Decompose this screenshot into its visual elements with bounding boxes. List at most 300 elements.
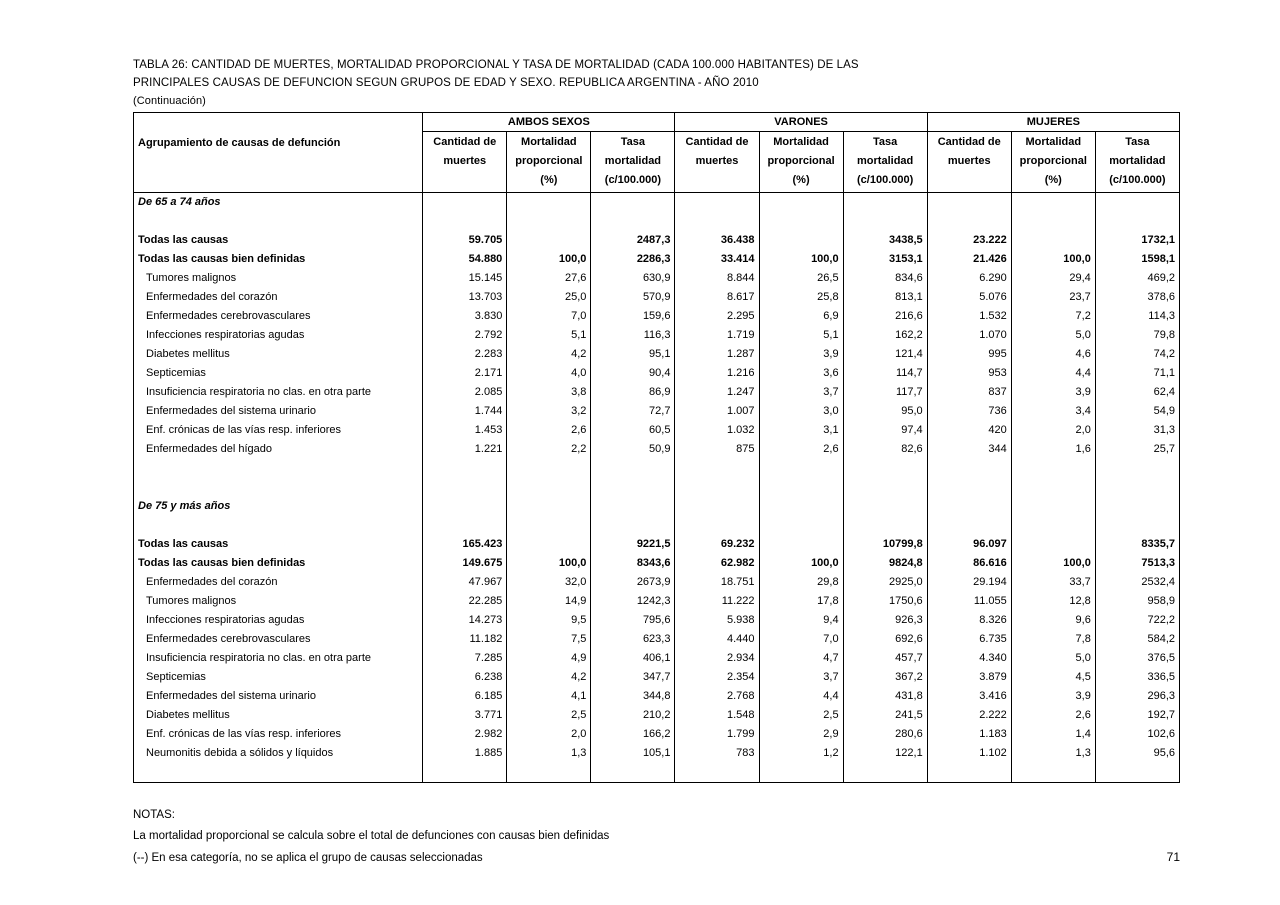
cell-value: 8.326: [927, 611, 1011, 630]
cell-value: 1,6: [1011, 440, 1095, 459]
cell-value: 82,6: [843, 440, 927, 459]
row-label: Insuficiencia respiratoria no clas. en otra parte: [134, 383, 423, 402]
cell-value: 1732,1: [1095, 231, 1179, 250]
cell-value: [927, 763, 1011, 783]
table-title-continuation: (Continuación): [133, 95, 206, 107]
cell-value: 2.934: [675, 649, 759, 668]
column-header-mortalidad-proporcional: Mortalidad proporcional (%): [1011, 132, 1095, 193]
cell-value: 100,0: [1011, 554, 1095, 573]
cell-value: 2.982: [423, 725, 507, 744]
cell-value: 3,4: [1011, 402, 1095, 421]
cell-value: 15.145: [423, 269, 507, 288]
column-header-tasa-mortalidad: Tasa mortalidad (c/100.000): [843, 132, 927, 193]
cell-value: [1095, 212, 1179, 231]
notes-section: [133, 805, 1180, 869]
cell-value: 623,3: [591, 630, 675, 649]
notes-heading: NOTAS:: [133, 809, 175, 821]
row-label: Diabetes mellitus: [134, 345, 423, 364]
cell-value: 192,7: [1095, 706, 1179, 725]
cell-value: 8.844: [675, 269, 759, 288]
cell-value: 3.830: [423, 307, 507, 326]
cell-value: [423, 459, 507, 478]
table-row: [134, 440, 1180, 459]
cell-value: [759, 193, 843, 213]
column-header-mortalidad-proporcional: Mortalidad proporcional (%): [759, 132, 843, 193]
cell-value: [675, 212, 759, 231]
cell-value: 1.885: [423, 744, 507, 763]
cell-value: 2,0: [1011, 421, 1095, 440]
row-label: Neumonitis debida a sólidos y líquidos: [134, 744, 423, 763]
cell-value: 105,1: [591, 744, 675, 763]
cell-value: 1,2: [759, 744, 843, 763]
cell-value: 1242,3: [591, 592, 675, 611]
table-row: [134, 687, 1180, 706]
cell-value: [591, 212, 675, 231]
table-row: [134, 402, 1180, 421]
group-header-varones: VARONES: [675, 113, 927, 132]
table-row: [134, 725, 1180, 744]
cell-value: 114,3: [1095, 307, 1179, 326]
cell-value: 336,5: [1095, 668, 1179, 687]
cell-value: 2.085: [423, 383, 507, 402]
cell-value: 4,9: [507, 649, 591, 668]
cell-value: 344: [927, 440, 1011, 459]
cell-value: 1.719: [675, 326, 759, 345]
cell-value: [507, 763, 591, 783]
cell-value: 18.751: [675, 573, 759, 592]
cell-value: 74,2: [1095, 345, 1179, 364]
cell-value: 26,5: [759, 269, 843, 288]
cell-value: 1.453: [423, 421, 507, 440]
table-row: [134, 307, 1180, 326]
cell-value: 457,7: [843, 649, 927, 668]
cell-value: [1095, 459, 1179, 478]
cell-value: [759, 459, 843, 478]
table-row: [134, 744, 1180, 763]
cell-value: 47.967: [423, 573, 507, 592]
cell-value: 1598,1: [1095, 250, 1179, 269]
cell-value: 121,4: [843, 345, 927, 364]
cell-value: 3,7: [759, 668, 843, 687]
cell-value: [591, 193, 675, 213]
row-label: [134, 516, 423, 535]
cell-value: 3153,1: [843, 250, 927, 269]
cell-value: 114,7: [843, 364, 927, 383]
cell-value: 60,5: [591, 421, 675, 440]
cell-value: [759, 516, 843, 535]
cell-value: 1,3: [1011, 744, 1095, 763]
cell-value: 2,6: [1011, 706, 1095, 725]
mortality-table: [133, 112, 1180, 783]
cell-value: 7,5: [507, 630, 591, 649]
cell-value: 95,1: [591, 345, 675, 364]
spacer-row: [134, 516, 1180, 535]
cell-value: 1.070: [927, 326, 1011, 345]
cell-value: [591, 459, 675, 478]
cell-value: 102,6: [1095, 725, 1179, 744]
section-label-row: [134, 497, 1180, 516]
cell-value: [1011, 459, 1095, 478]
cell-value: 2.171: [423, 364, 507, 383]
cell-value: [927, 478, 1011, 497]
cell-value: [759, 535, 843, 554]
table-row: [134, 630, 1180, 649]
cell-value: 5,0: [1011, 649, 1095, 668]
row-label: De 75 y más años: [134, 497, 423, 516]
row-label: [134, 459, 423, 478]
cell-value: 6.290: [927, 269, 1011, 288]
page-content: [133, 56, 1180, 869]
cell-value: [591, 516, 675, 535]
cell-value: 17,8: [759, 592, 843, 611]
cell-value: [423, 212, 507, 231]
cell-value: [675, 763, 759, 783]
cell-value: 4,4: [759, 687, 843, 706]
column-header-tasa-mortalidad: Tasa mortalidad (c/100.000): [1095, 132, 1179, 193]
cell-value: [591, 497, 675, 516]
cell-value: 3,9: [1011, 687, 1095, 706]
cell-value: 280,6: [843, 725, 927, 744]
cell-value: [759, 497, 843, 516]
cell-value: 33.414: [675, 250, 759, 269]
cell-value: 1750,6: [843, 592, 927, 611]
row-label: Todas las causas: [134, 231, 423, 250]
spacer-row: [134, 478, 1180, 497]
cell-value: 9824,8: [843, 554, 927, 573]
cell-value: 7,8: [1011, 630, 1095, 649]
cell-value: 216,6: [843, 307, 927, 326]
table-row: [134, 649, 1180, 668]
cell-value: 1.032: [675, 421, 759, 440]
cell-value: 4,2: [507, 668, 591, 687]
cell-value: 27,6: [507, 269, 591, 288]
cell-value: 122,1: [843, 744, 927, 763]
cell-value: [1095, 497, 1179, 516]
cell-value: 9,6: [1011, 611, 1095, 630]
cell-value: 86,9: [591, 383, 675, 402]
cell-value: 31,3: [1095, 421, 1179, 440]
cell-value: 469,2: [1095, 269, 1179, 288]
cell-value: [507, 231, 591, 250]
cell-value: 6.238: [423, 668, 507, 687]
cell-value: 79,8: [1095, 326, 1179, 345]
cell-value: [759, 478, 843, 497]
cell-value: 2,6: [507, 421, 591, 440]
cell-value: [1011, 231, 1095, 250]
cell-value: [927, 516, 1011, 535]
cell-value: 1,3: [507, 744, 591, 763]
cell-value: [591, 763, 675, 783]
row-label: [134, 478, 423, 497]
cell-value: 736: [927, 402, 1011, 421]
spacer-row: [134, 459, 1180, 478]
cell-value: 23,7: [1011, 288, 1095, 307]
row-label: Septicemias: [134, 668, 423, 687]
cell-value: 875: [675, 440, 759, 459]
cell-value: [927, 193, 1011, 213]
cell-value: 95,0: [843, 402, 927, 421]
cell-value: 692,6: [843, 630, 927, 649]
cell-value: 3.416: [927, 687, 1011, 706]
cell-value: [843, 459, 927, 478]
cell-value: 5,1: [507, 326, 591, 345]
cell-value: 2.295: [675, 307, 759, 326]
cell-value: 2.792: [423, 326, 507, 345]
row-label: Enfermedades cerebrovasculares: [134, 630, 423, 649]
cell-value: 5.938: [675, 611, 759, 630]
table-title-line2: PRINCIPALES CAUSAS DE DEFUNCION SEGUN GRUPOS DE EDAD Y SEXO. REPUBLICA ARGENTINA - AÑO 2010: [133, 77, 759, 89]
cell-value: 4.340: [927, 649, 1011, 668]
notes-line1: La mortalidad proporcional se calcula sobre el total de defunciones con causas bien definidas: [133, 830, 610, 842]
cell-value: 2673,9: [591, 573, 675, 592]
cell-value: 4.440: [675, 630, 759, 649]
cell-value: 2.354: [675, 668, 759, 687]
cell-value: 2,5: [759, 706, 843, 725]
cell-value: 795,6: [591, 611, 675, 630]
cell-value: 54.880: [423, 250, 507, 269]
cell-value: 29.194: [927, 573, 1011, 592]
cell-value: 570,9: [591, 288, 675, 307]
table-row: [134, 706, 1180, 725]
table-row: [134, 383, 1180, 402]
row-label: Todas las causas bien definidas: [134, 250, 423, 269]
row-label: Diabetes mellitus: [134, 706, 423, 725]
column-header-cantidad-de-muertes: Cantidad de muertes: [927, 132, 1011, 193]
column-header-cantidad-de-muertes: Cantidad de muertes: [423, 132, 507, 193]
cell-value: [507, 459, 591, 478]
cell-value: 8343,6: [591, 554, 675, 573]
cell-value: 406,1: [591, 649, 675, 668]
cell-value: 59.705: [423, 231, 507, 250]
cell-value: 96.097: [927, 535, 1011, 554]
cell-value: 5.076: [927, 288, 1011, 307]
column-header-causes: Agrupamiento de causas de defunción: [134, 113, 423, 193]
table-row: [134, 364, 1180, 383]
cell-value: 344,8: [591, 687, 675, 706]
cell-value: [675, 497, 759, 516]
cell-value: 95,6: [1095, 744, 1179, 763]
cell-value: 14,9: [507, 592, 591, 611]
cell-value: 5,0: [1011, 326, 1095, 345]
cell-value: 953: [927, 364, 1011, 383]
column-header-tasa-mortalidad: Tasa mortalidad (c/100.000): [591, 132, 675, 193]
cell-value: 3,9: [759, 345, 843, 364]
cell-value: [423, 193, 507, 213]
cell-value: 210,2: [591, 706, 675, 725]
cell-value: [675, 459, 759, 478]
row-label: Enfermedades del corazón: [134, 573, 423, 592]
cell-value: [1011, 212, 1095, 231]
row-label: Enfermedades cerebrovasculares: [134, 307, 423, 326]
cell-value: 2925,0: [843, 573, 927, 592]
cell-value: 378,6: [1095, 288, 1179, 307]
table-row: [134, 269, 1180, 288]
cell-value: 2286,3: [591, 250, 675, 269]
cell-value: [843, 193, 927, 213]
cell-value: 8335,7: [1095, 535, 1179, 554]
table-row: [134, 592, 1180, 611]
cell-value: 834,6: [843, 269, 927, 288]
notes-line2: (--) En esa categoría, no se aplica el grupo de causas seleccionadas: [133, 852, 483, 864]
cell-value: 722,2: [1095, 611, 1179, 630]
cell-value: [1011, 497, 1095, 516]
cell-value: 11.055: [927, 592, 1011, 611]
cell-value: 367,2: [843, 668, 927, 687]
table-row: [134, 288, 1180, 307]
cell-value: 9221,5: [591, 535, 675, 554]
cell-value: 1.007: [675, 402, 759, 421]
cell-value: 926,3: [843, 611, 927, 630]
cell-value: 1.183: [927, 725, 1011, 744]
row-label: Insuficiencia respiratoria no clas. en otra parte: [134, 649, 423, 668]
cell-value: [507, 535, 591, 554]
cell-value: 13.703: [423, 288, 507, 307]
spacer-row: [134, 212, 1180, 231]
cell-value: 1.247: [675, 383, 759, 402]
cell-value: 7,2: [1011, 307, 1095, 326]
cell-value: [507, 497, 591, 516]
cell-value: 50,9: [591, 440, 675, 459]
cell-value: 3.879: [927, 668, 1011, 687]
column-header-mortalidad-proporcional: Mortalidad proporcional (%): [507, 132, 591, 193]
cell-value: 149.675: [423, 554, 507, 573]
cell-value: 3,6: [759, 364, 843, 383]
cell-value: [1011, 535, 1095, 554]
cell-value: 2.768: [675, 687, 759, 706]
cell-value: 837: [927, 383, 1011, 402]
table-header: [134, 113, 1180, 193]
cell-value: 296,3: [1095, 687, 1179, 706]
cell-value: 165.423: [423, 535, 507, 554]
table-body: [134, 193, 1180, 783]
group-header-mujeres: MUJERES: [927, 113, 1179, 132]
cell-value: 4,7: [759, 649, 843, 668]
group-header-ambos-sexos: AMBOS SEXOS: [423, 113, 675, 132]
cell-value: 1.221: [423, 440, 507, 459]
cell-value: 29,4: [1011, 269, 1095, 288]
group-header-row: [134, 113, 1180, 132]
cell-value: 1.799: [675, 725, 759, 744]
table-row: [134, 231, 1180, 250]
table-row: [134, 421, 1180, 440]
cell-value: [843, 763, 927, 783]
cell-value: 431,8: [843, 687, 927, 706]
row-label: Enfermedades del sistema urinario: [134, 402, 423, 421]
cell-value: 7.285: [423, 649, 507, 668]
cell-value: [759, 231, 843, 250]
cell-value: 10799,8: [843, 535, 927, 554]
cell-value: 6.735: [927, 630, 1011, 649]
cell-value: 100,0: [1011, 250, 1095, 269]
cell-value: 2,2: [507, 440, 591, 459]
cell-value: 12,8: [1011, 592, 1095, 611]
row-label: Tumores malignos: [134, 592, 423, 611]
cell-value: 71,1: [1095, 364, 1179, 383]
row-label: Todas las causas bien definidas: [134, 554, 423, 573]
row-label: Enf. crónicas de las vías resp. inferiores: [134, 725, 423, 744]
cell-value: 1.216: [675, 364, 759, 383]
cell-value: [1095, 763, 1179, 783]
cell-value: [507, 478, 591, 497]
table-title: [133, 56, 1180, 110]
row-label: [134, 212, 423, 231]
cell-value: 4,6: [1011, 345, 1095, 364]
cell-value: 8.617: [675, 288, 759, 307]
table-row: [134, 611, 1180, 630]
cell-value: [591, 478, 675, 497]
page-number: 71: [1166, 850, 1180, 864]
cell-value: 100,0: [507, 554, 591, 573]
cell-value: [423, 516, 507, 535]
cell-value: [843, 516, 927, 535]
cell-value: 9,5: [507, 611, 591, 630]
row-label: De 65 a 74 años: [134, 193, 423, 213]
row-label: Tumores malignos: [134, 269, 423, 288]
cell-value: [843, 497, 927, 516]
cell-value: 86.616: [927, 554, 1011, 573]
cell-value: [1011, 193, 1095, 213]
cell-value: [423, 478, 507, 497]
cell-value: 2,6: [759, 440, 843, 459]
cell-value: [759, 212, 843, 231]
row-label: Todas las causas: [134, 535, 423, 554]
table-row: [134, 573, 1180, 592]
cell-value: 14.273: [423, 611, 507, 630]
cell-value: 2,9: [759, 725, 843, 744]
spacer-row: [134, 763, 1180, 783]
cell-value: 100,0: [507, 250, 591, 269]
row-label: [134, 763, 423, 783]
cell-value: 32,0: [507, 573, 591, 592]
column-header-cantidad-de-muertes: Cantidad de muertes: [675, 132, 759, 193]
cell-value: 2,0: [507, 725, 591, 744]
cell-value: 7,0: [507, 307, 591, 326]
cell-value: 11.182: [423, 630, 507, 649]
cell-value: 36.438: [675, 231, 759, 250]
table-row: [134, 250, 1180, 269]
cell-value: 2,5: [507, 706, 591, 725]
cell-value: 166,2: [591, 725, 675, 744]
table-row: [134, 535, 1180, 554]
cell-value: [423, 763, 507, 783]
cell-value: 4,4: [1011, 364, 1095, 383]
cell-value: [1095, 478, 1179, 497]
cell-value: 3.771: [423, 706, 507, 725]
cell-value: [843, 478, 927, 497]
cell-value: [675, 478, 759, 497]
row-label: Enfermedades del hígado: [134, 440, 423, 459]
cell-value: 25,7: [1095, 440, 1179, 459]
cell-value: 2.283: [423, 345, 507, 364]
cell-value: 1,4: [1011, 725, 1095, 744]
cell-value: 2532,4: [1095, 573, 1179, 592]
cell-value: 347,7: [591, 668, 675, 687]
cell-value: [1011, 763, 1095, 783]
cell-value: 4,1: [507, 687, 591, 706]
cell-value: 162,2: [843, 326, 927, 345]
cell-value: 90,4: [591, 364, 675, 383]
cell-value: 813,1: [843, 288, 927, 307]
row-label: Enfermedades del corazón: [134, 288, 423, 307]
cell-value: 584,2: [1095, 630, 1179, 649]
cell-value: 4,2: [507, 345, 591, 364]
cell-value: 21.426: [927, 250, 1011, 269]
cell-value: 1.744: [423, 402, 507, 421]
cell-value: 29,8: [759, 573, 843, 592]
cell-value: [1011, 516, 1095, 535]
section-label-row: [134, 193, 1180, 213]
cell-value: 4,0: [507, 364, 591, 383]
